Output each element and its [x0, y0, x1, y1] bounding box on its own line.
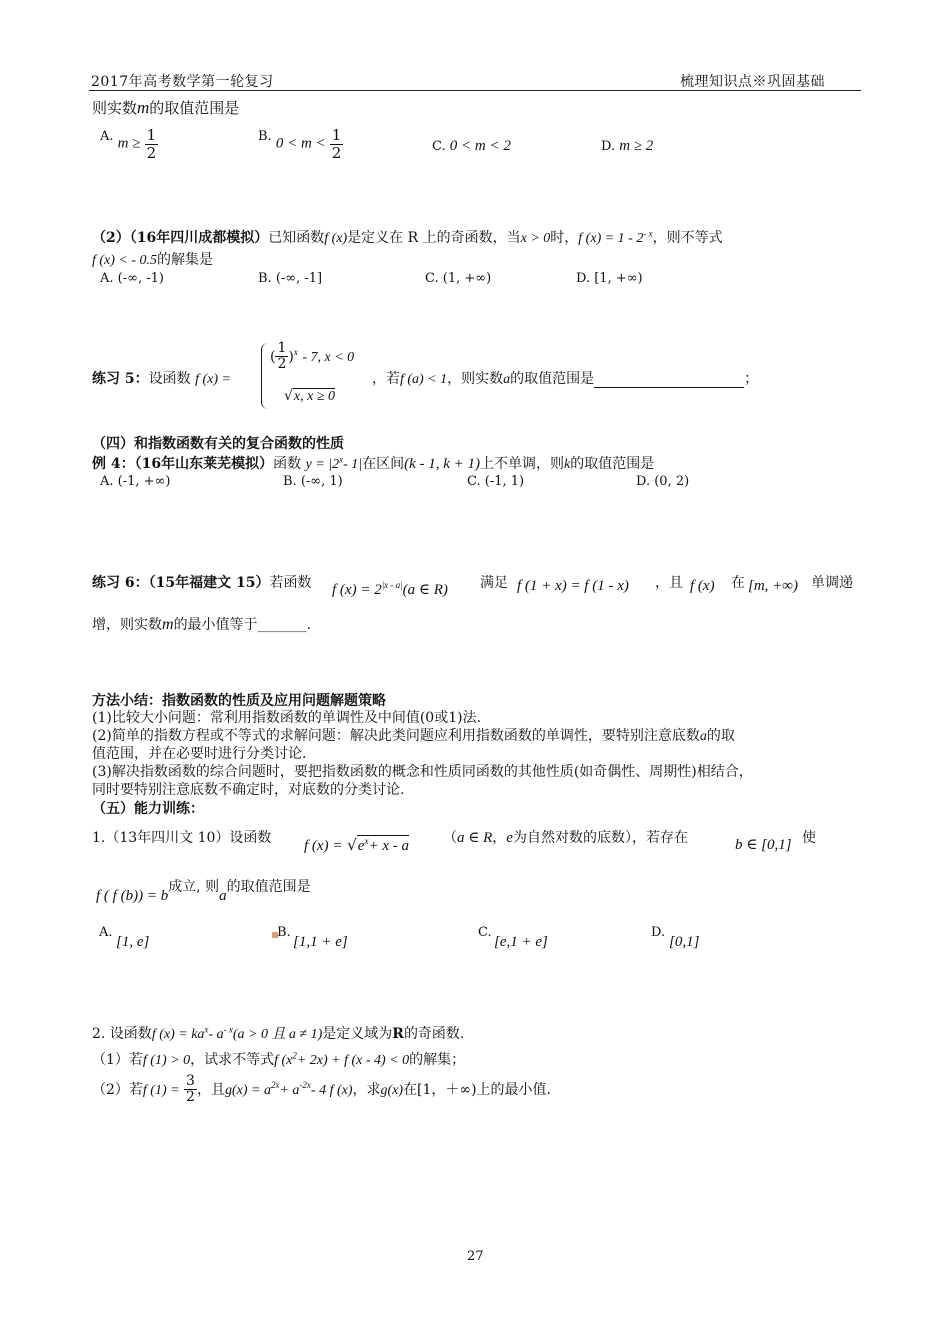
page-number: 27	[467, 1249, 484, 1264]
p1-option-b-label: B.	[277, 925, 291, 940]
header-rule	[89, 90, 861, 91]
p1-option-c: [e,1 + e]	[494, 934, 548, 950]
q2-option-d: D. [1, +∞)	[576, 271, 643, 286]
piecewise-case-1: ( $\frac{1}{2}$ )$^x$ - 7, x < 0	[270, 340, 355, 373]
section-4-title: （四）和指数函数有关的复合函数的性质	[92, 436, 344, 452]
piecewise-case-2: √x, x ≥ 0	[284, 388, 336, 404]
p1-option-a: [1, e]	[116, 934, 150, 950]
ex6-condition: f (1 + x) = f (1 - x)	[517, 578, 629, 594]
ex6-line1: 练习 6：（15年福建文 15）若函数	[92, 575, 312, 591]
answer-blank[interactable]	[594, 371, 744, 388]
q2-option-c: C. (1, +∞)	[425, 271, 492, 286]
p1-formula: f $(x) = √e^x+ x - a$	[304, 836, 409, 854]
ex4-option-b: B. (-∞, 1)	[283, 474, 343, 489]
option-b: B. 0 < m < $\frac{1}{2}$	[258, 126, 342, 162]
ex5-tail: ，若f (a) < 1，则实数a的取值范围是 ；	[372, 371, 759, 387]
q2-line1: （2）（16年四川成都模拟）已知函数f (x)是定义在 R 上的奇函数，当x > 0时，f $(x) = 1 - 2^{- x}$，则不等式	[92, 228, 723, 246]
q2-option-b: B. (-∞, -1]	[258, 271, 323, 286]
p2-sub1: （1）若f (1) > 0，试求不等式f $(x^2+ 2x) + f$ (x - 4) < 0的解集；	[92, 1050, 466, 1068]
piecewise-brace	[261, 343, 268, 409]
option-c: C. 0 < m < 2	[432, 138, 511, 154]
ex4-line: 例 4：（16年山东莱芜模拟）函数 $y = |2^x-$ 1|在区间(k - 1, k + 1)上不单调，则k的取值范围是	[92, 454, 655, 472]
ex6-fx: f (x)	[690, 578, 715, 594]
p2-line1: 2. 设函数f $(x) = ka^x-$ $a^{- x}(a > 0$ 且 a ≠ 1)是定义域为R的奇函数.	[92, 1024, 465, 1042]
fraction-three-halves: $\frac{3}{2}$	[186, 1073, 195, 1106]
header-left: 2017年高考数学第一轮复习	[91, 74, 274, 90]
question-stem: 则实数m的取值范围是	[92, 98, 240, 117]
section-5-title: （五）能力训练：	[92, 801, 204, 817]
summary-p3a: (3)解决指数函数的综合问题时，要把指数函数的概念和性质同函数的其他性质(如奇偶性、周期性)相结合，	[92, 764, 753, 780]
summary-title: 方法小结：指数函数的性质及应用问题解题策略	[92, 693, 386, 709]
p1-cond2: b ∈ [0,1]	[735, 837, 792, 853]
fraction-half: $\frac{1}{2}$	[146, 126, 157, 162]
ex6-formula: f $(x) = 2^{|x - a|}(a$ ∈ R)	[332, 580, 448, 598]
summary-p3b: 同时要特别注意底数不确定时，对底数的分类讨论.	[92, 782, 405, 798]
ex4-option-c: C. (-1, 1)	[467, 474, 525, 489]
p1-option-c-label: C.	[478, 925, 492, 940]
ex6-on: 在	[731, 575, 745, 591]
ex4-option-d: D. (0, 2)	[636, 474, 690, 489]
answer-blank[interactable]: _______	[257, 617, 307, 633]
p1-option-d-label: D.	[651, 925, 666, 940]
ex6-and: ，且	[655, 575, 683, 591]
ex6-satisfy: 满足	[480, 575, 508, 591]
summary-p2a: (2)简单的指数方程或不等式的求解问题：解决此类问题应利用指数函数的单调性，要特别注意底数a的取	[92, 728, 735, 744]
header-right: 梳理知识点※巩固基础	[680, 74, 825, 90]
summary-p1: (1)比较大小问题：常利用指数函数的单调性及中间值(0或1)法.	[92, 710, 482, 726]
q2-line2: f (x) < - 0.5的解集是	[92, 252, 214, 268]
p1-option-b: [1,1 + e]	[293, 934, 348, 950]
p1-line1-tail: （a ∈ R，e为自然对数的底数），若存在	[443, 830, 688, 846]
p1-option-a-label: A.	[99, 925, 113, 940]
p1-line2: f ( f (b)) = b成立, 则a的取值范围是	[96, 879, 311, 904]
p2-sub2: （2）若f (1) = $\frac{3}{2}$ ，且$g(x) = a^{2x}+ a^{-2x}-$ 4 f (x)，求g(x)在[1，＋∞)上的最小值.	[92, 1073, 552, 1106]
p1-option-d: [0,1]	[669, 934, 700, 950]
q2-option-a: A. (-∞, -1)	[100, 271, 164, 286]
ex6-monotone: 单调递	[811, 575, 853, 591]
p1-use: 使	[802, 830, 816, 846]
ex6-interval: [m, +∞)	[748, 578, 798, 594]
p1-line1: 1.（13年四川文 10）设函数	[92, 830, 272, 846]
summary-p2c: 值范围，并在必要时进行分类讨论.	[92, 746, 307, 762]
ex5-line: 练习 5：设函数 f (x) =	[92, 371, 231, 387]
var-m: m	[137, 98, 150, 117]
fraction-half: $\frac{1}{2}$	[331, 126, 342, 162]
ex6-line2: 增，则实数m的最小值等于_______.	[92, 616, 312, 633]
option-d: D. m ≥ 2	[601, 138, 654, 154]
ex4-option-a: A. (-1, +∞)	[100, 474, 171, 489]
option-a: A. m ≥ $\frac{1}{2}$	[100, 126, 157, 162]
